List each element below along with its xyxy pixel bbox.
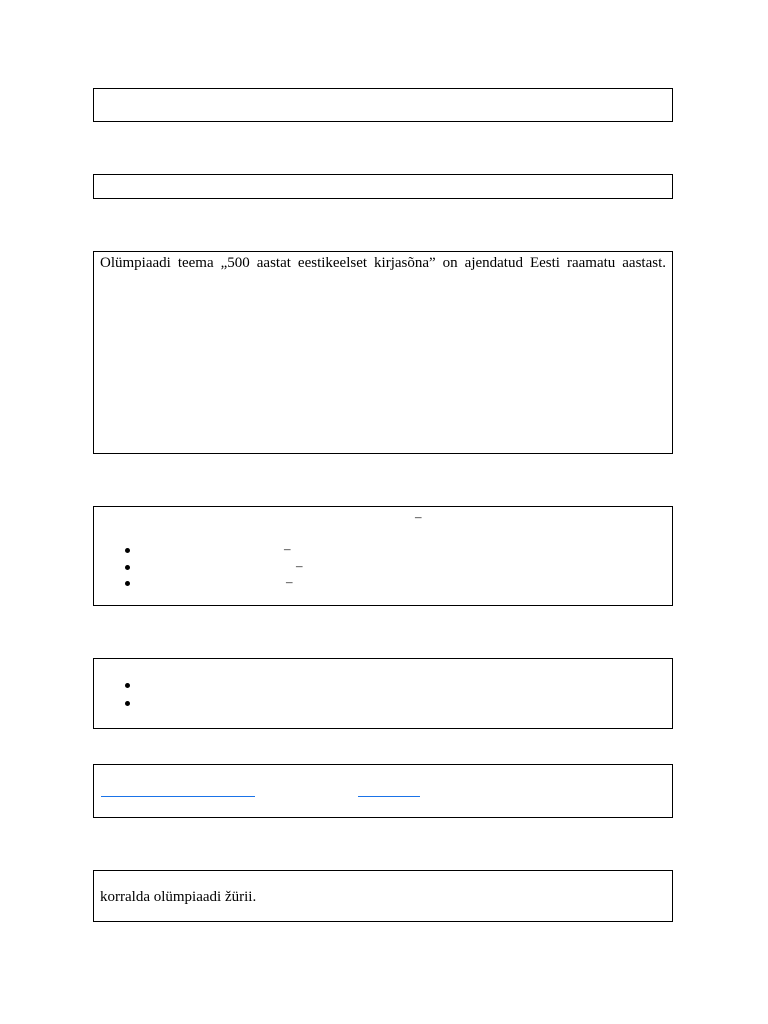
list-item-dash: – xyxy=(296,558,303,573)
link-underline-1[interactable] xyxy=(101,796,255,797)
list-box-1 xyxy=(93,506,673,606)
jury-text: korralda olümpiaadi žürii. xyxy=(100,889,257,905)
bullet-icon xyxy=(125,581,130,586)
list-item-dash: – xyxy=(286,574,293,589)
bullet-icon xyxy=(125,683,130,688)
bullet-icon xyxy=(125,565,130,570)
empty-box-2 xyxy=(93,174,673,199)
list-item-dash: – xyxy=(284,541,291,556)
links-box xyxy=(93,764,673,818)
empty-box-1 xyxy=(93,88,673,122)
link-underline-2[interactable] xyxy=(358,796,420,797)
theme-box xyxy=(93,251,673,454)
theme-intro-text: Olümpiaadi teema „500 aastat eestikeelset kirjasõna” on ajendatud Eesti raamatu aastast. xyxy=(100,255,666,271)
jury-box xyxy=(93,870,673,922)
bullet-icon xyxy=(125,548,130,553)
header-dash: – xyxy=(415,509,422,524)
bullet-icon xyxy=(125,701,130,706)
list-box-2 xyxy=(93,658,673,729)
